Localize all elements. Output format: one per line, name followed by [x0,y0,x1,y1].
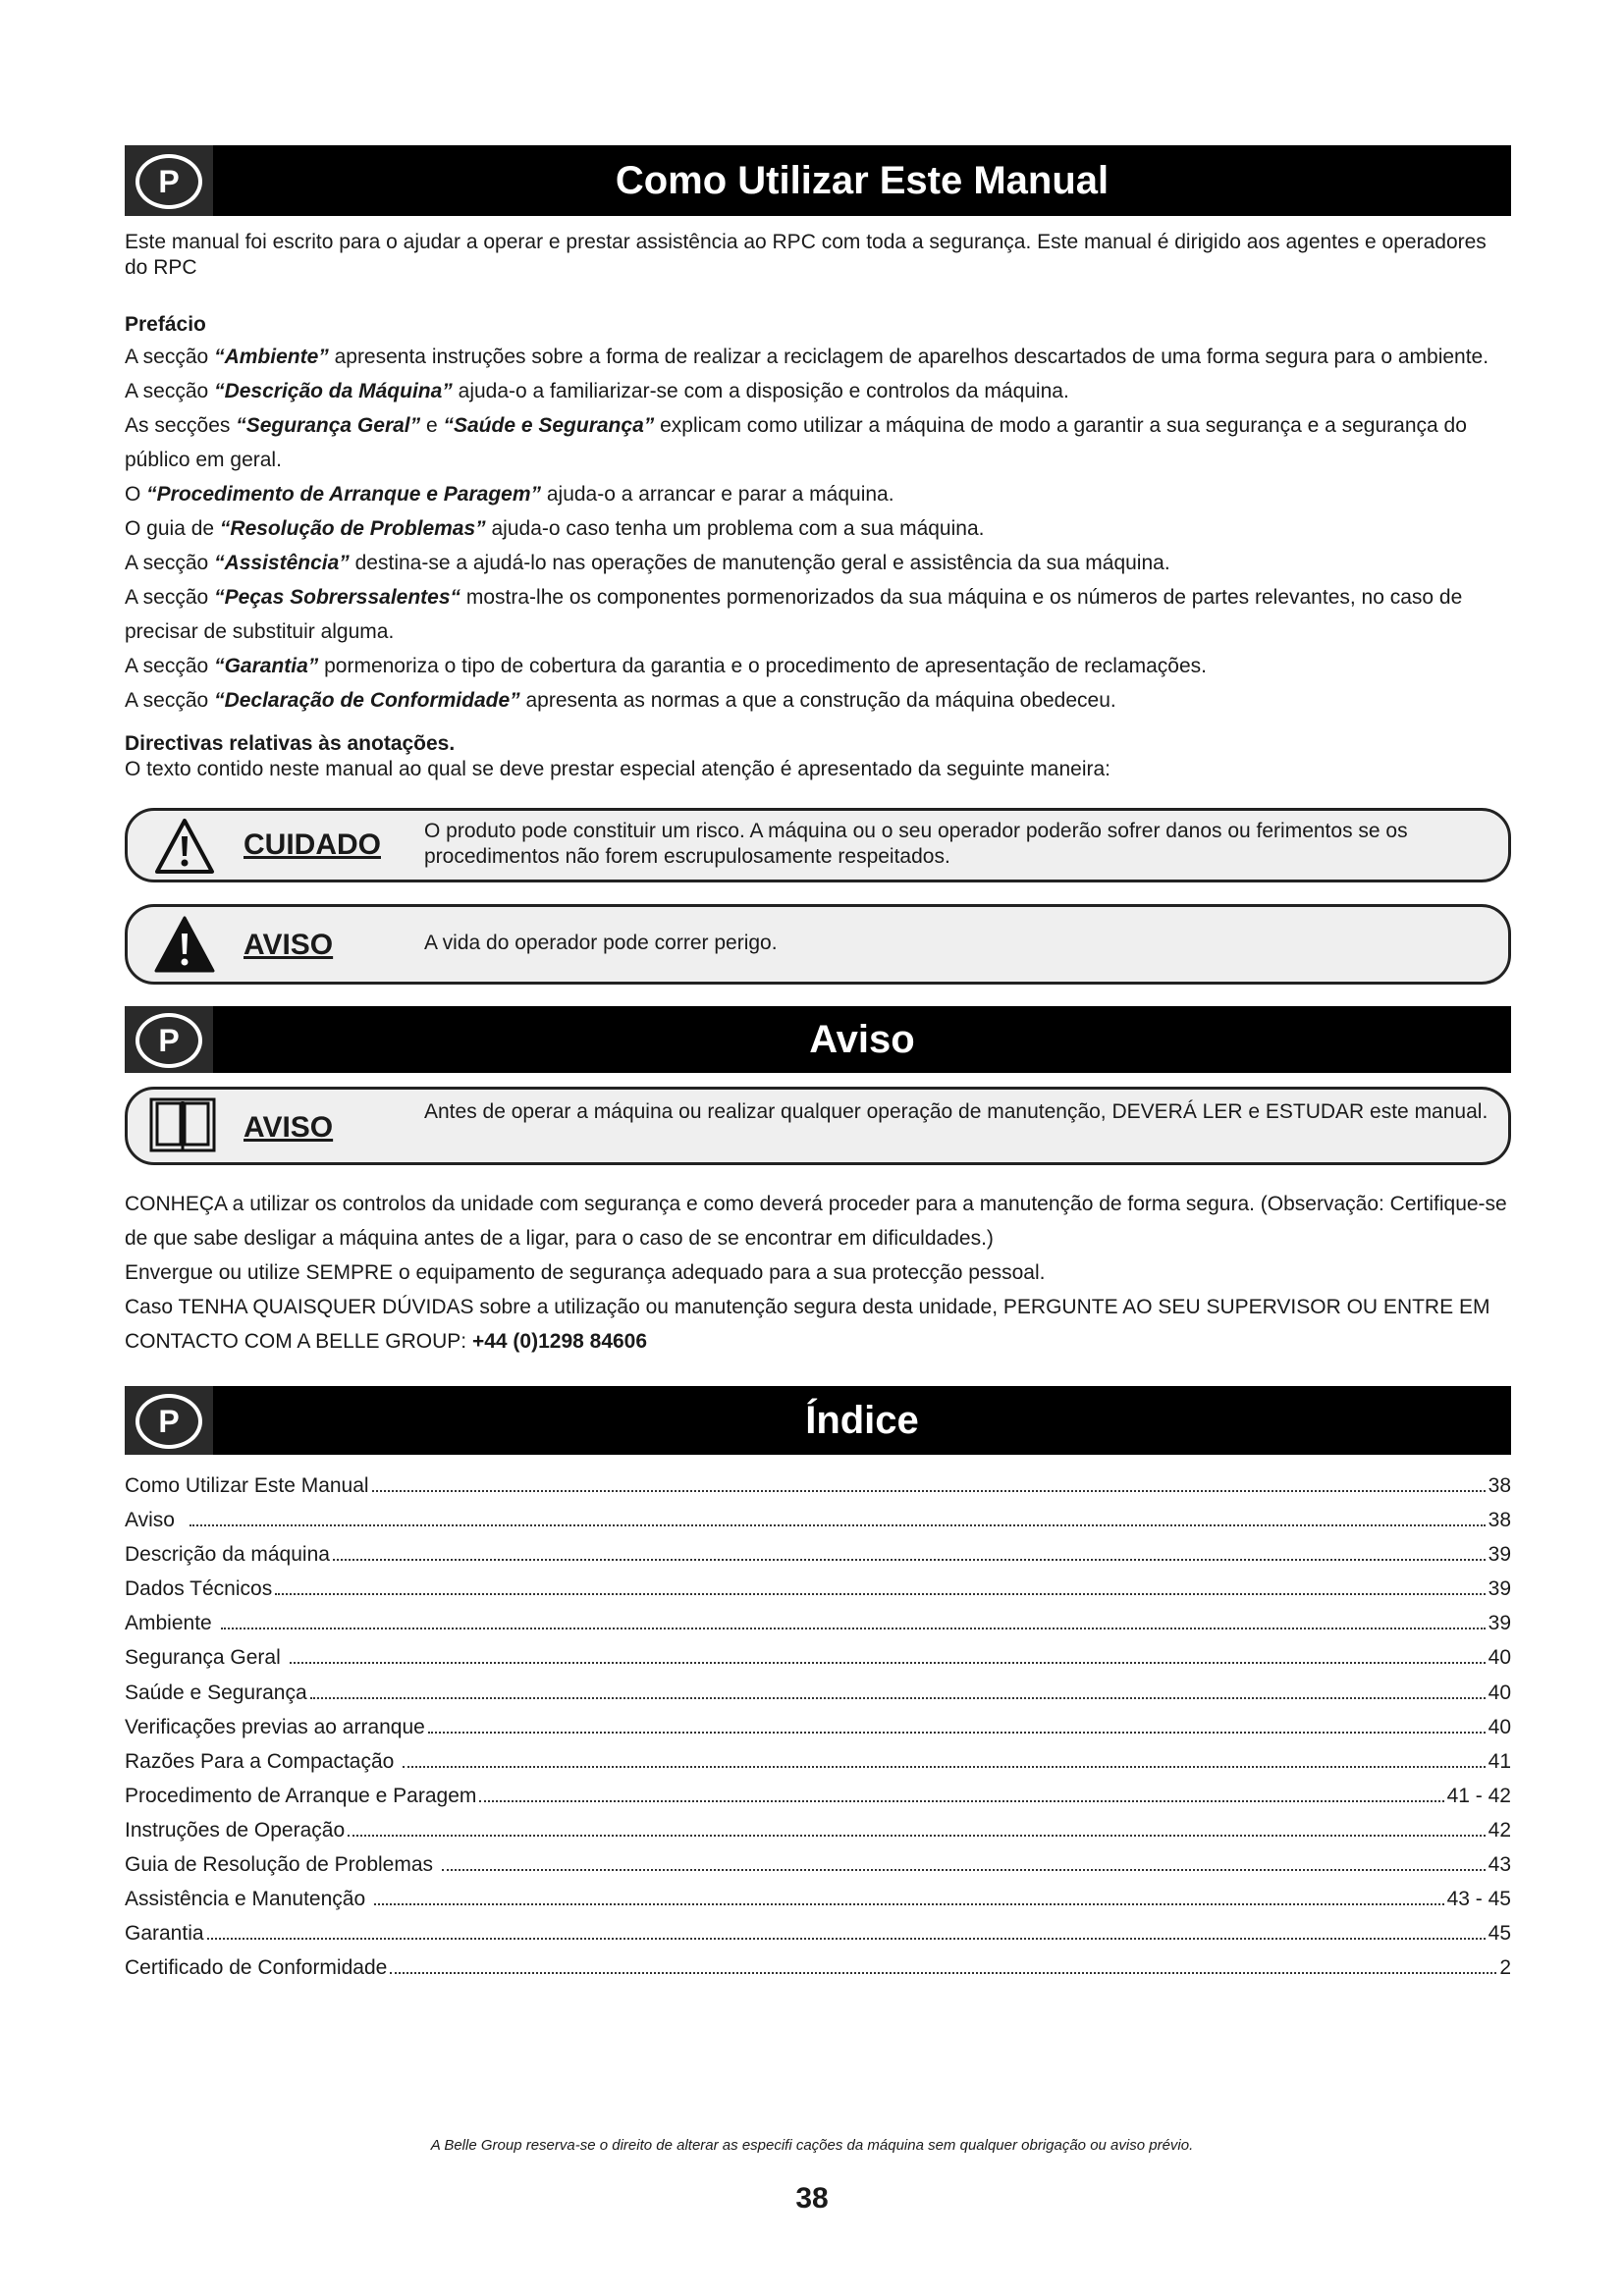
toc-entry[interactable] [125,1572,1511,1606]
toc-entry[interactable] [125,1676,1511,1710]
toc-leader-dots [348,1834,1486,1837]
section-title: Como Utilizar Este Manual [615,159,1110,202]
toc-entry[interactable] [125,1779,1511,1813]
toc-entry-page: 39 [1488,1577,1511,1601]
prefacio-list [125,340,1511,718]
directivas-text: O texto contido neste manual ao qual se deve prestar especial atenção é apresentado da seguinte maneira: [125,758,1110,780]
toc-entry-page: 43 [1488,1853,1511,1877]
section-header-indice [125,1386,1511,1455]
toc-entry-name: Garantia [125,1922,204,1946]
caution-box [125,808,1511,882]
prefacio-text: A secção [125,689,215,712]
toc-entry-page: 41 - 42 [1446,1784,1511,1807]
caution-text: O produto pode constituir um risco. A máquina ou o seu operador poderão sofrer danos ou ferimentos se os procedimentos não forem escrupulosamente respeitados. [424,820,1408,868]
toc-entry[interactable] [125,1744,1511,1779]
language-badge [125,1006,213,1073]
toc-leader-dots [428,1731,1486,1734]
toc-leader-dots [290,1661,1486,1664]
prefacio-text: explicam como utilizar a máquina de modo a garantir a sua segurança e a segurança do público em geral. [125,414,1467,471]
warning-text: A vida do operador pode correr perigo. [424,932,778,954]
toc-leader-dots [189,1523,1486,1526]
prefacio-text: A secção [125,655,215,677]
toc-leader-dots [403,1765,1485,1768]
page-number: 38 [795,2182,829,2215]
toc-entry-name: Procedimento de Arranque e Paragem [125,1784,477,1807]
aviso-text: Antes de operar a máquina ou realizar qualquer operação de manutenção, DEVERÁ LER e ESTUDAR este manual. [424,1100,1489,1123]
toc-leader-dots [310,1696,1486,1699]
prefacio-item [125,683,1511,718]
prefacio-item [125,649,1511,683]
section-reference: “Segurança Geral” [236,414,421,437]
toc-leader-dots [333,1558,1486,1561]
toc-leader-dots [207,1937,1486,1940]
section-title: Índice [805,1399,919,1442]
toc-entry-page: 42 [1488,1818,1511,1842]
prefacio-text: ajuda-o a arrancar e parar a máquina. [541,483,894,506]
prefacio-item [125,477,1511,511]
toc-entry-name: Descrição da máquina [125,1543,330,1567]
prefacio-text: ajuda-o a familiarizar-se com a disposição e controlos da máquina. [452,380,1069,402]
prefacio-text: O [125,483,147,506]
prefacio-text: apresenta as normas a que a construção da máquina obedeceu. [519,689,1116,712]
read-manual-box [125,1087,1511,1165]
caution-triangle-outline-icon [153,817,216,876]
aviso-paragraph-3-text: Caso TENHA QUAISQUER DÚVIDAS sobre a utilização ou manutenção segura desta unidade, PERGUNTE AO SEU SUPERVISOR OU ENTRE EM CONTACTO COM A BELLE GROUP: [125,1296,1490,1353]
toc-entry[interactable] [125,1882,1511,1916]
toc-entry-page: 2 [1499,1956,1511,1980]
toc-entry[interactable] [125,1640,1511,1675]
prefacio-item [125,374,1511,408]
belle-phone-number: +44 (0)1298 84606 [471,1330,648,1353]
toc-entry-name: Instruções de Operação [125,1818,346,1842]
section-reference: “Procedimento de Arranque e Paragem” [146,483,542,506]
section-title: Aviso [809,1018,915,1061]
toc-entry-name: Razões Para a Compactação [125,1749,401,1773]
footer-disclaimer: A Belle Group reserva-se o direito de alterar as especifi cações da máquina sem qualquer obrigação ou aviso prévio. [430,2137,1194,2154]
aviso-paragraph-1: CONHEÇA a utilizar os controlos da unidade com segurança e como deverá proceder para a manutenção de forma segura. (Observação: Certifique-se de que sabe desligar a máquina antes de a ligar, para o caso de se encontrar em dificuldades.) [125,1193,1507,1250]
intro-paragraph: Este manual foi escrito para o ajudar a operar e prestar assistência ao RPC com toda a segurança. Este manual é dirigido aos agentes e operadores do RPC [125,231,1487,279]
section-reference: “Peças Sobrerssalentes“ [214,586,461,609]
toc-entry-page: 40 [1488,1715,1511,1738]
toc-leader-dots [275,1592,1485,1595]
section-reference: “Descrição da Máquina” [214,380,453,402]
language-badge [125,145,213,216]
prefacio-text: A secção [125,380,215,402]
toc-entry[interactable] [125,1710,1511,1744]
section-reference: “Resolução de Problemas” [219,517,486,540]
toc-entry[interactable] [125,1950,1511,1985]
section-reference: “Declaração de Conformidade” [214,689,520,712]
open-book-icon [147,1095,218,1158]
toc-entry[interactable] [125,1606,1511,1640]
prefacio-item [125,408,1511,477]
prefacio-item [125,340,1511,374]
toc-entry[interactable] [125,1813,1511,1847]
manual-page [125,145,1511,1985]
toc-entry-name: Dados Técnicos [125,1577,273,1601]
warning-box [125,904,1511,985]
aviso-label: AVISO [244,1111,334,1144]
prefacio-text: O guia de [125,517,220,540]
prefacio-title: Prefácio [125,313,206,336]
portuguese-p-icon: P [135,1394,202,1449]
prefacio-text: pormenoriza o tipo de cobertura da garantia e o procedimento de apresentação de reclamações. [318,655,1207,677]
prefacio-text: apresenta instruções sobre a forma de realizar a reciclagem de aparelhos descartados de uma forma segura para o ambiente. [328,346,1489,368]
language-badge [125,1386,213,1455]
toc-entry[interactable] [125,1916,1511,1950]
toc-entry[interactable] [125,1503,1511,1537]
prefacio-text: A secção [125,552,215,574]
prefacio-item [125,511,1511,546]
prefacio-item [125,546,1511,580]
toc-entry-name: Guia de Resolução de Problemas [125,1853,439,1877]
toc-entry-page: 40 [1488,1646,1511,1670]
toc-entry-name: Saúde e Segurança [125,1681,307,1704]
section-reference: “Ambiente” [214,346,329,368]
prefacio-text: A secção [125,586,215,609]
prefacio-item [125,580,1511,649]
toc-entry-name: Ambiente [125,1612,218,1635]
toc-entry-name: Verificações previas ao arranque [125,1715,425,1738]
toc-leader-dots [374,1902,1444,1905]
aviso-paragraph-3 [125,1290,1511,1359]
caution-label: CUIDADO [244,828,381,861]
toc-entry-page: 39 [1488,1612,1511,1635]
toc-entry-page: 40 [1488,1681,1511,1704]
prefacio-text: mostra-lhe os componentes pormenorizados da sua máquina e os números de partes relevantes, no caso de precisar de substituir alguma. [125,586,1463,643]
toc-entry[interactable] [125,1847,1511,1882]
toc-entry-page: 39 [1488,1543,1511,1567]
warning-triangle-filled-icon [153,915,216,974]
toc-entry-page: 41 [1488,1749,1511,1773]
prefacio-text: ajuda-o caso tenha um problema com a sua máquina. [485,517,985,540]
section-header-aviso [125,1006,1511,1073]
prefacio-text: As secções [125,414,237,437]
toc-leader-dots [479,1799,1443,1802]
section-reference: “Garantia” [214,655,319,677]
toc-entry-page: 43 - 45 [1446,1888,1511,1911]
directivas-title: Directivas relativas às anotações. [125,732,456,755]
toc-entry-page: 38 [1488,1509,1511,1532]
toc-leader-dots [442,1868,1486,1871]
warning-label: AVISO [244,929,334,961]
toc-leader-dots [221,1627,1486,1629]
section-reference: “Saúde e Segurança” [443,414,655,437]
table-of-contents [125,1468,1511,1985]
toc-entry-page: 45 [1488,1922,1511,1946]
toc-entry[interactable] [125,1537,1511,1572]
toc-entry[interactable] [125,1468,1511,1503]
toc-entry-name: Aviso [125,1509,187,1532]
toc-leader-dots [390,1971,1496,1974]
portuguese-p-icon: P [135,1013,202,1068]
prefacio-text: destina-se a ajudá-lo nas operações de manutenção geral e assistência da sua máquina. [349,552,1170,574]
section-header-como-utilizar [125,145,1511,216]
toc-entry-name: Como Utilizar Este Manual [125,1474,369,1497]
prefacio-text: A secção [125,346,215,368]
prefacio-text: e [420,414,444,437]
aviso-paragraph-2: Envergue ou utilize SEMPRE o equipamento de segurança adequado para a sua protecção pessoal. [125,1261,1046,1284]
toc-entry-page: 38 [1488,1474,1511,1497]
toc-entry-name: Assistência e Manutenção [125,1888,371,1911]
toc-entry-name: Certificado de Conformidade [125,1956,388,1980]
section-reference: “Assistência” [214,552,350,574]
portuguese-p-icon: P [135,154,202,209]
toc-entry-name: Segurança Geral [125,1646,287,1670]
toc-leader-dots [372,1489,1486,1492]
